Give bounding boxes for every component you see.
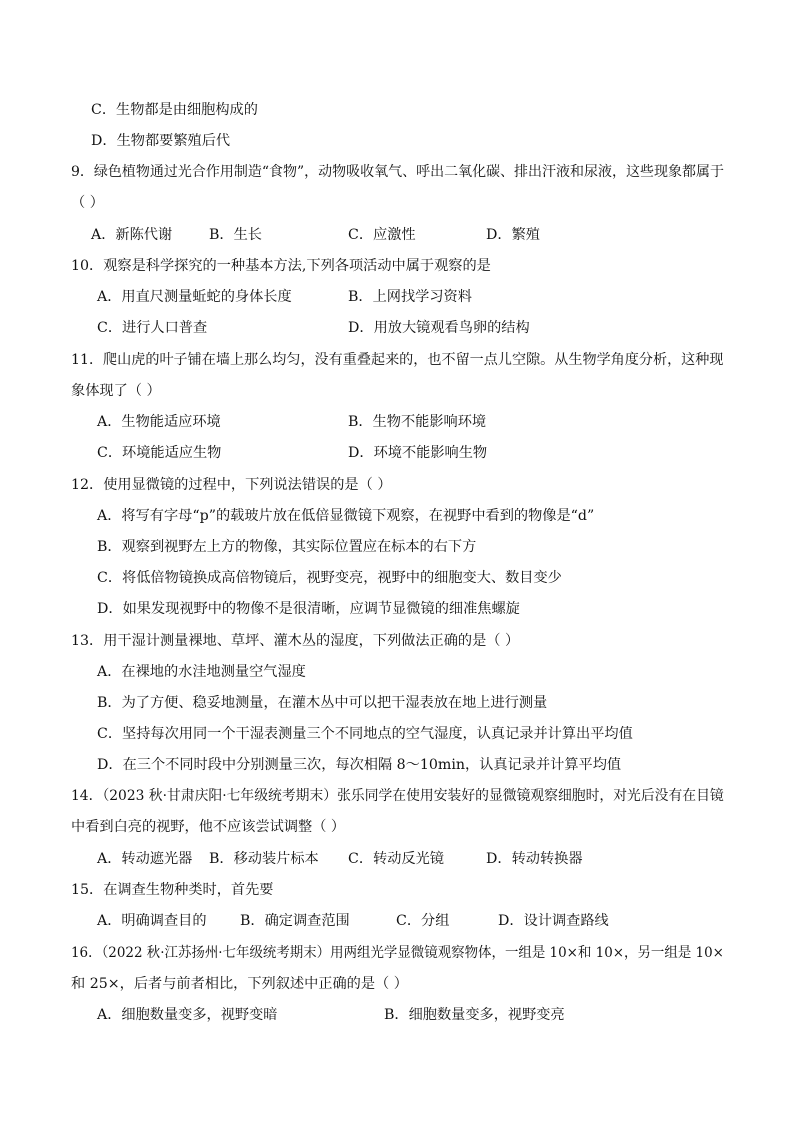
- q9-option-c: C．应激性: [348, 227, 416, 243]
- q9-stem-line2: （ ）: [71, 195, 104, 211]
- q11-option-c: C．环境能适应生物: [97, 445, 222, 461]
- q9-option-a: A．新陈代谢: [91, 227, 173, 243]
- q11-option-b: B．生物不能影响环境: [348, 414, 487, 430]
- q16-stem-line1: 16．（2022 秋·江苏扬州·七年级统考期末）用两组光学显微镜观察物体，一组是 10×和 10×，另一组是 10×: [71, 945, 724, 961]
- q15-option-a: A．明确调查目的: [97, 913, 207, 929]
- q10-option-b: B．上网找学习资料: [348, 289, 472, 305]
- q11-option-d: D．环境不能影响生物: [348, 445, 488, 461]
- q8-option-c: C．生物都是由细胞构成的: [91, 102, 258, 118]
- q15-stem: 15．在调查生物种类时，首先要: [71, 882, 274, 898]
- q15-option-b: B．确定调查范围: [240, 913, 350, 929]
- q14-option-b: B．移动装片标本: [209, 851, 319, 867]
- q14-stem-line1: 14．（2023 秋·甘肃庆阳·七年级统考期末）张乐同学在使用安装好的显微镜观察细胞时，对光后没有在目镜: [71, 788, 724, 804]
- q8-option-d: D．生物都要繁殖后代: [91, 133, 231, 149]
- q13-option-c: C．坚持每次用同一个干湿表测量三个不同地点的空气湿度，认真记录并计算出平均值: [97, 726, 633, 742]
- q13-stem: 13．用干湿计测量裸地、草坪、灌木丛的湿度，下列做法正确的是（ ）: [71, 633, 520, 649]
- q15-option-c: C．分组: [396, 913, 450, 929]
- q10-option-c: C．进行人口普查: [97, 320, 208, 336]
- q11-stem-line1: 11．爬山虎的叶子铺在墙上那么均匀，没有重叠起来的，也不留一点儿空隙。从生物学角度分析，这种现: [71, 352, 724, 368]
- q12-stem: 12．使用显微镜的过程中，下列说法错误的是（ ）: [71, 477, 392, 493]
- q12-option-c: C．将低倍物镜换成高倍物镜后，视野变亮，视野中的细胞变大、数目变少: [97, 570, 562, 586]
- q14-stem-line2: 中看到白亮的视野，他不应该尝试调整（ ）: [71, 819, 346, 835]
- q16-stem-line2: 和 25×，后者与前者相比，下列叙述中正确的是（ ）: [71, 976, 408, 992]
- q16-option-a: A．细胞数量变多，视野变暗: [97, 1007, 278, 1023]
- q13-option-a: A．在裸地的水洼地测量空气湿度: [97, 664, 306, 680]
- q9-stem-line1: 9．绿色植物通过光合作用制造“食物”，动物吸收氧气、呼出二氧化碳、排出汗液和尿液，这些现象都属于: [71, 164, 724, 180]
- q9-option-b: B．生长: [209, 227, 262, 243]
- q12-option-a: A．将写有字母“p”的载玻片放在低倍显微镜下观察，在视野中看到的物像是“d”: [97, 508, 595, 524]
- q15-option-d: D．设计调查路线: [498, 913, 609, 929]
- q11-stem-line2: 象体现了（ ）: [71, 383, 161, 399]
- q14-option-a: A．转动遮光器: [97, 851, 193, 867]
- q11-option-a: A．生物能适应环境: [97, 414, 221, 430]
- q10-option-a: A．用直尺测量蚯蛇的身体长度: [97, 289, 292, 305]
- q13-option-b: B．为了方便、稳妥地测量，在灌木丛中可以把干湿表放在地上进行测量: [97, 695, 548, 711]
- q12-option-b: B．观察到视野左上方的物像，其实际位置应在标本的右下方: [97, 539, 477, 555]
- q10-option-d: D．用放大镜观看鸟卵的结构: [348, 320, 530, 336]
- q14-option-d: D．转动转换器: [486, 851, 583, 867]
- q14-option-c: C．转动反光镜: [348, 851, 444, 867]
- q16-option-b: B．细胞数量变多，视野变亮: [384, 1007, 565, 1023]
- q10-stem: 10．观察是科学探究的一种基本方法,下列各项活动中属于观察的是: [71, 258, 491, 274]
- q9-option-d: D．繁殖: [486, 227, 540, 243]
- q13-option-d: D．在三个不同时段中分别测量三次，每次相隔 8～10min，认真记录并计算平均值: [97, 757, 622, 773]
- q12-option-d: D．如果发现视野中的物像不是很清晰，应调节显微镜的细准焦螺旋: [97, 601, 520, 617]
